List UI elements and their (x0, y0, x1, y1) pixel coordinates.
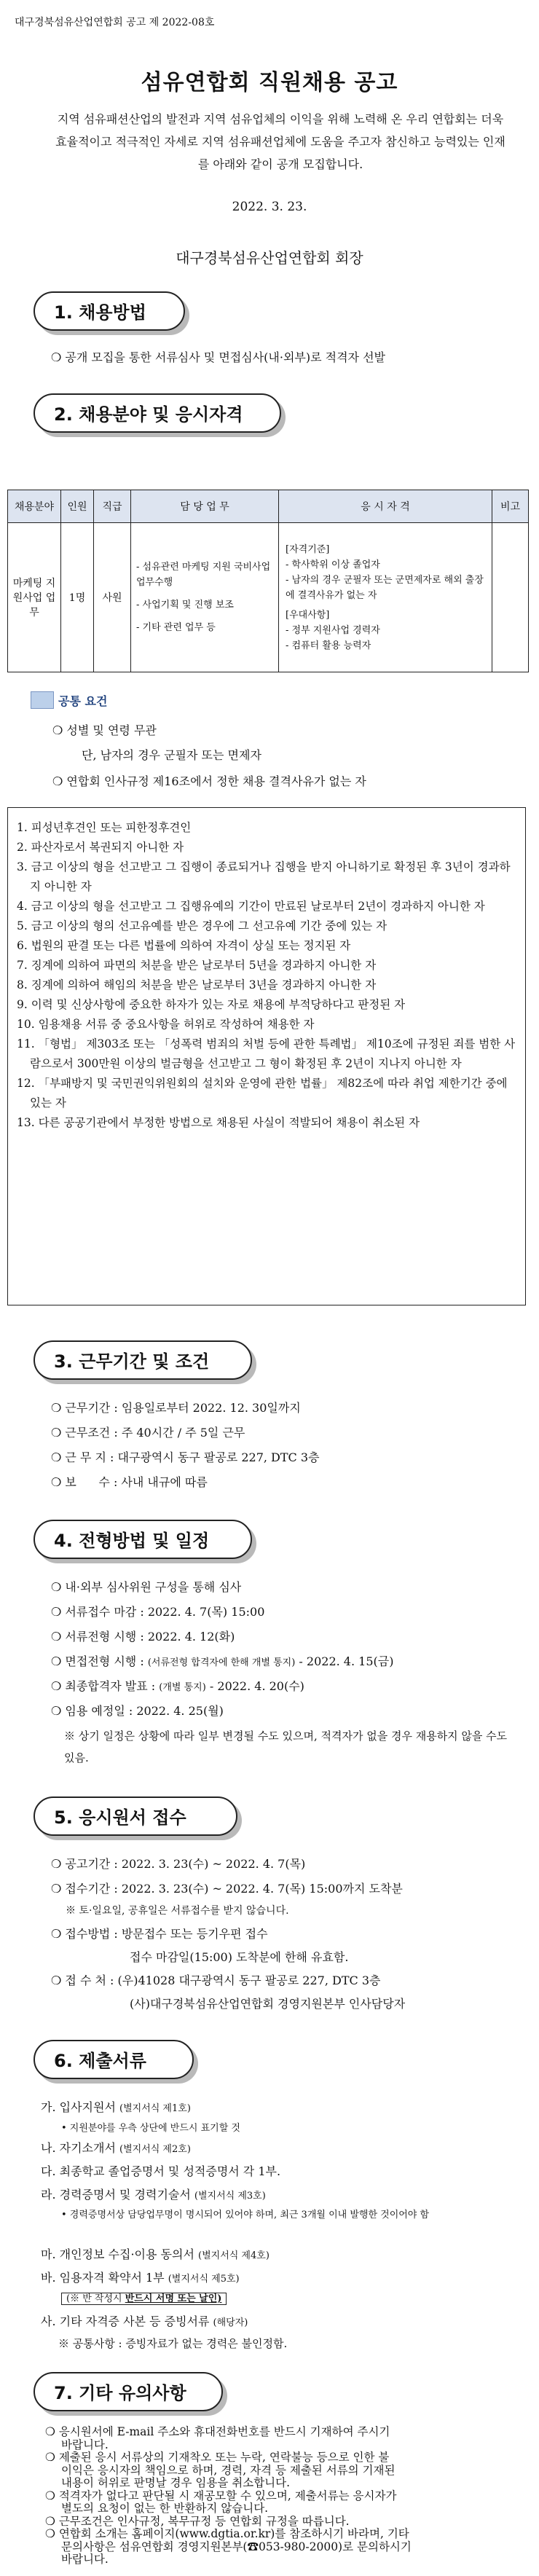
document-subnote: • 지원분야를 우측 상단에 반드시 표기할 것 (61, 2123, 240, 2134)
note-line: 이익은 응시자의 책임으로 하며, 경력, 자격 등 제출된 서류의 기재된 (61, 2463, 396, 2477)
document-item (41, 2098, 191, 2115)
section-heading-documents: 6. 제출서류 (34, 2040, 194, 2079)
note-line: ❍ 응시원서에 E-mail 주소와 휴대전화번호를 반드시 기재하여 주시기 (45, 2425, 390, 2438)
schedule-warning: ※ 상기 일정은 상황에 따라 일부 변경될 수도 있으며, 적격자가 없을 경우 재용하지 않을 수도 있음. (64, 1729, 508, 1764)
duty-item: - 기타 관련 업무 등 (136, 622, 216, 633)
disqualification-item: 12. 「부패방지 및 국민권익위원회의 설치와 운영에 관한 법률」 제82조에 따라 취업 제한기간 중에 있는 자 (17, 1077, 508, 1110)
application-item: 접수 마감일(15:00) 도착분에 한해 유효함. (130, 1950, 349, 1964)
org-signature: 대구경북섬유산업연합회 회장 (176, 249, 363, 267)
schedule-item: ❍ 내·외부 심사위원 구성을 통해 심사 (51, 1580, 242, 1594)
common-requirements-title: 공통 요건 (58, 694, 108, 708)
common-item: ❍ 성별 및 연령 무관 (52, 723, 157, 737)
duties-cell (131, 523, 279, 672)
section-heading-notes: 7. 기타 유의사항 (34, 2372, 223, 2411)
qual-item: - 학사학위 이상 졸업자 (286, 559, 380, 570)
duty-item: - 섬유관련 마케팅 지원 국비사업 업무수행 (136, 562, 271, 588)
document-note: (별지서식 제5호) (168, 2274, 240, 2285)
note-line: 내용이 허위로 판명날 경우 임용을 취소합니다. (61, 2476, 291, 2489)
table-header: 비고 (492, 490, 529, 523)
document-item (41, 2269, 240, 2285)
note-line: 바랍니다. (61, 2553, 109, 2566)
note-line: 바랍니다. (61, 2438, 109, 2451)
document-label: 바. 임용자격 확약서 1부 (41, 2271, 168, 2285)
disqualification-item: 6. 법원의 판결 또는 다른 법률에 의하여 자격이 상실 또는 정지된 자 (17, 939, 351, 952)
note-line: ❍ 제출된 응시 서류상의 기재착오 또는 누락, 연락불능 등으로 인한 불 (45, 2451, 390, 2464)
schedule-note: (서류전형 합격자에 한해 개별 통지) (147, 1657, 296, 1668)
notes-list (45, 2426, 526, 2567)
section-heading-fields: 2. 채용분야 및 응시자격 (34, 393, 281, 433)
section-heading-recruitment-method: 1. 채용방법 (34, 291, 185, 331)
qual-item: - 컴퓨터 활용 능력자 (286, 640, 371, 651)
schedule-item: ❍ 서류접수 마감 : 2022. 4. 7(목) 15:00 (51, 1605, 265, 1619)
document-note: (별지서식 제4호) (198, 2250, 270, 2261)
application-note: ※ 토·일요일, 공휴일은 서류접수를 받지 않습니다. (66, 1905, 289, 1917)
job-table (7, 490, 529, 672)
schedule-item (51, 1677, 304, 1694)
document-note: (별지서식 제3호) (194, 2191, 266, 2202)
notice-date: 2022. 3. 23. (232, 200, 307, 214)
document-item (41, 2186, 266, 2202)
notice-number: 대구경북섬유산업연합회 공고 제 2022-08호 (15, 17, 215, 28)
common-item: ❍ 연합회 인사규정 제16조에서 정한 채용 결격사유가 없는 자 (52, 774, 366, 788)
document-subnote: • 경력증명서상 담당업무명이 명시되어 있어야 하며, 최근 3개월 이내 발행한 것이어야 함 (61, 2210, 430, 2220)
condition-item: ❍ 근 무 지 : 대구광역시 동구 팔공로 227, DTC 3층 (51, 1450, 320, 1464)
application-item: ❍ 공고기간 : 2022. 3. 23(수) ~ 2022. 4. 7(목) (51, 1857, 306, 1871)
rank-cell: 사원 (94, 523, 131, 672)
table-header: 인원 (61, 490, 94, 523)
note-line: ❍ 근무조건은 인사규정, 복무규정 등 연합회 규정을 따릅니다. (45, 2514, 350, 2528)
disqualification-item: 5. 금고 이상의 형의 선고유예를 받은 경우에 그 선고유예 기간 중에 있는 자 (17, 919, 387, 932)
document-item: 다. 최종학교 졸업증명서 및 성적증명서 각 1부. (41, 2164, 281, 2178)
section-heading-application: 5. 응시원서 접수 (34, 1796, 237, 1836)
note-line: 문의사항은 섬유연합회 경영지원본부(☎053-980-2000)로 문의하시기 (61, 2540, 412, 2553)
qual-item: - 정부 지원사업 경력자 (286, 624, 380, 636)
remarks-cell (492, 523, 529, 672)
disqualification-item: 8. 징계에 의하여 해임의 처분을 받은 날로부터 3년을 경과하지 아니한 자 (17, 978, 377, 991)
document-item (41, 2139, 191, 2156)
document-item (41, 2245, 270, 2262)
application-item: ❍ 접 수 처 : (우)41028 대구광역시 동구 팔공로 227, DTC 3층 (51, 1974, 381, 1987)
qual-title: [우대사항] (286, 609, 330, 621)
disqualification-item: 3. 금고 이상의 형을 선고받고 그 집행이 종료되거나 집행을 받지 아니하기로 확정된 후 3년이 경과하지 아니한 자 (17, 860, 511, 893)
disqualification-item: 10. 임용채용 서류 중 중요사항을 허위로 작성하여 채용한 자 (17, 1018, 315, 1031)
document-label: 라. 경력증명서 및 경력기술서 (41, 2188, 194, 2202)
table-header: 직급 (94, 490, 131, 523)
document-common-note: ※ 공통사항 : 증빙자료가 없는 경력은 불인정함. (58, 2337, 288, 2350)
qual-item: - 남자의 경우 군필자 또는 군면제자로 해외 출장에 결격사유가 없는 자 (286, 574, 484, 601)
count-cell: 1명 (61, 523, 94, 672)
schedule-item: ❍ 서류전형 시행 : 2022. 4. 12(화) (51, 1630, 235, 1644)
note-line: 별도의 요청이 없는 한 반환하지 않습니다. (61, 2502, 269, 2515)
schedule-note: (개별 통지) (159, 1682, 206, 1693)
schedule-label: ❍ 최종합격자 발표 : (51, 1679, 160, 1693)
signature-note-prefix: (※ 반 작성시 (66, 2293, 125, 2304)
recruitment-method-text: ❍ 공개 모집을 통한 서류심사 및 면접심사(내·외부)로 적격자 선발 (51, 350, 386, 364)
schedule-date: - 2022. 4. 15(금) (299, 1654, 394, 1668)
section-heading-work-conditions: 3. 근무기간 및 조건 (34, 1340, 252, 1380)
document-label: 마. 개인정보 수집·이용 동의서 (41, 2247, 198, 2261)
table-header: 담 당 업 무 (131, 490, 279, 523)
disqualification-item: 9. 이력 및 신상사항에 중요한 하자가 있는 자로 채용에 부적당하다고 판정된 자 (17, 998, 406, 1011)
qualification-cell (279, 523, 492, 672)
condition-item: ❍ 보 수 : 사내 내규에 따름 (51, 1475, 208, 1489)
common-item: 단, 남자의 경우 군필자 또는 면제자 (82, 748, 261, 762)
signature-note (61, 2290, 227, 2304)
document-label: 가. 입사지원서 (41, 2100, 119, 2114)
page-title: 섬유연합회 직원채용 공고 (141, 70, 398, 95)
signature-note-emphasis: 반드시 서명 또는 날인) (125, 2293, 222, 2304)
intro-paragraph: 지역 섬유패션산업의 발전과 지역 섬유업체의 이익을 위해 노력해 온 우리 연합회는 더욱 효율적이고 적극적인 자세로 지역 섬유패션업체에 도움을 주고자 참신하고 능력있는 인재를 아래와 같이 공개 모집합니다. (55, 112, 505, 171)
disqualification-box (7, 807, 526, 1305)
table-header: 응 시 자 격 (279, 490, 492, 523)
schedule-item (51, 1652, 393, 1669)
disqualification-item: 1. 피성년후견인 또는 피한정후견인 (17, 821, 192, 834)
field-cell: 마케팅 지원사업 업무 (8, 523, 61, 672)
note-line: ❍ 연합회 소개는 홈페이지(www.dgtia.or.kr)를 참조하시기 바라며, 기타 (45, 2527, 409, 2540)
qual-title: [자격기준] (286, 543, 330, 555)
document-label: 나. 자기소개서 (41, 2141, 119, 2155)
condition-item: ❍ 근무기간 : 임용일로부터 2022. 12. 30일까지 (51, 1401, 301, 1415)
schedule-date: - 2022. 4. 20(수) (209, 1679, 304, 1693)
table-header: 채용분야 (8, 490, 61, 523)
schedule-item: ❍ 임용 예정일 : 2022. 4. 25(월) (51, 1704, 224, 1718)
document-note: (별지서식 제1호) (119, 2103, 191, 2114)
schedule-label: ❍ 면접전형 시행 : (51, 1654, 148, 1668)
disqualification-item: 7. 징계에 의하여 파면의 처분을 받은 날로부터 5년을 경과하지 아니한 자 (17, 959, 377, 972)
application-item: ❍ 접수방법 : 방문접수 또는 등기우편 접수 (51, 1927, 268, 1941)
document-note: (해당자) (213, 2317, 248, 2328)
condition-item: ❍ 근무조건 : 주 40시간 / 주 5일 근무 (51, 1426, 245, 1440)
document-item (41, 2312, 248, 2329)
note-line: ❍ 적격자가 없다고 판단될 시 재공모할 수 있으며, 제출서류는 응시자가 (45, 2489, 397, 2502)
disqualification-item: 11. 「형법」 제303조 또는 「성폭력 범죄의 처벌 등에 관한 특례법」 제10조에 규정된 죄를 범한 사람으로서 300만원 이상의 벌금형을 선고받고 그 형이 확정된 후 2년이 지나지 아니한 자 (17, 1037, 516, 1070)
disqualification-item: 2. 파산자로서 복권되지 아니한 자 (17, 841, 184, 854)
application-item: (사)대구경북섬유산업연합회 경영지원본부 인사담당자 (130, 1997, 406, 2011)
duty-item: - 사업기획 및 진행 보조 (136, 600, 234, 610)
tag-icon (31, 691, 54, 709)
signature-note-box (61, 2293, 227, 2305)
document-label: 사. 기타 자격증 사본 등 증빙서류 (41, 2314, 213, 2328)
application-item: ❍ 접수기간 : 2022. 3. 23(수) ~ 2022. 4. 7(목) 15:00까지 도착분 (51, 1882, 403, 1896)
document-note: (별지서식 제2호) (119, 2144, 191, 2155)
section-heading-selection-schedule: 4. 전형방법 및 일정 (34, 1520, 252, 1559)
disqualification-item: 4. 금고 이상의 형을 선고받고 그 집행유예의 기간이 만료된 날로부터 2년이 경과하지 아니한 자 (17, 900, 485, 913)
disqualification-item: 13. 다른 공공기관에서 부정한 방법으로 채용된 사실이 적발되어 채용이 취소된 자 (17, 1116, 420, 1129)
